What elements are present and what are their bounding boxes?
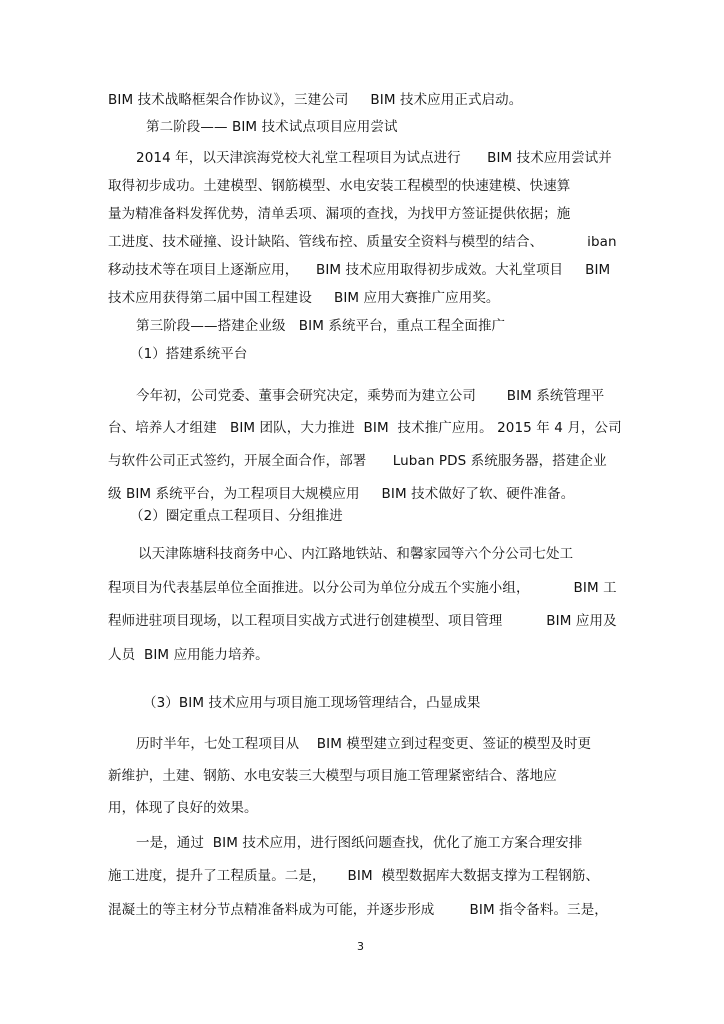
section-heading-phase-2: 第二阶段—— BIM 技术试点项目应用尝试 [146,119,398,135]
text-line: 程项目为代表基层单位全面推进。以分公司为单位分成五个实施小组， BIM 工 [108,580,617,596]
text-line: 混凝土的等主材分节点精准备料成为可能，并逐步形成 BIM 指令备料。三是， [108,902,608,918]
text-line: 取得初步成功。土建模型、钢筋模型、水电安装工程模型的快速建模、快速算 [108,178,571,194]
text-line: 施工进度，提升了工程质量。二是， BIM 模型数据库大数据支撑为工程钢筋、 [108,868,600,884]
text-line: 用，体现了良好的效果。 [108,800,258,816]
subheading-3: （3）BIM 技术应用与项目施工现场管理结合，凸显成果 [143,695,481,711]
text-line: 2014 年，以天津滨海党校大礼堂工程项目为试点进行 BIM 技术应用尝试并 [136,150,612,166]
text-line: 今年初，公司党委、董事会研究决定，乘势而为建立公司 BIM 系统管理平 [136,388,605,404]
text-line: 量为精准备料发挥优势，清单丢项、漏项的查找，为找甲方签证提供依据；施 [108,206,571,222]
text-line: 台、培养人才组建 BIM 团队，大力推进 BIM 技术推广应用。 2015 年 4 月，公司 [108,420,622,436]
text-line: 移动技术等在项目上逐渐应用， BIM 技术应用取得初步成效。大礼堂项目 BIM [108,262,611,278]
text-line: 程师进驻项目现场，以工程项目实战方式进行创建模型、项目管理 BIM 应用及 [108,613,617,629]
section-heading-phase-3: 第三阶段——搭建企业级 BIM 系统平台，重点工程全面推广 [136,318,506,334]
text-line: 人员 BIM 应用能力培养。 [108,647,269,663]
text-line: 新维护，土建、钢筋、水电安装三大模型与项目施工管理紧密结合、落地应 [108,768,557,784]
text-line: 一是，通过 BIM 技术应用，进行图纸问题查找，优化了施工方案合理安排 [136,835,583,851]
text-line: 级 BIM 系统平台，为工程项目大规模应用 BIM 技术做好了软、硬件准备。 [108,486,575,502]
subheading-2: （2）圈定重点工程项目、分组推进 [130,508,343,524]
page-number: 3 [357,940,364,953]
text-line: 以天津陈塘科技商务中心、内江路地铁站、和馨家园等六个分公司七处工 [138,546,574,562]
text-line: BIM 技术战略框架合作协议》，三建公司 BIM 技术应用正式启动。 [108,92,523,108]
text-line: 与软件公司正式签约，开展全面合作，部署 Luban PDS 系统服务器，搭建企业 [108,453,607,469]
subheading-1: （1）搭建系统平台 [130,346,248,362]
text-line: 历时半年，七处工程项目从 BIM 模型建立到过程变更、签证的模型及时更 [136,736,592,752]
text-line: 工进度、技术碰撞、设计缺陷、管线布控、质量安全资料与模型的结合、 iban [108,234,617,250]
text-line: 技术应用获得第二届中国工程建设 BIM 应用大赛推广应用奖。 [108,290,500,306]
